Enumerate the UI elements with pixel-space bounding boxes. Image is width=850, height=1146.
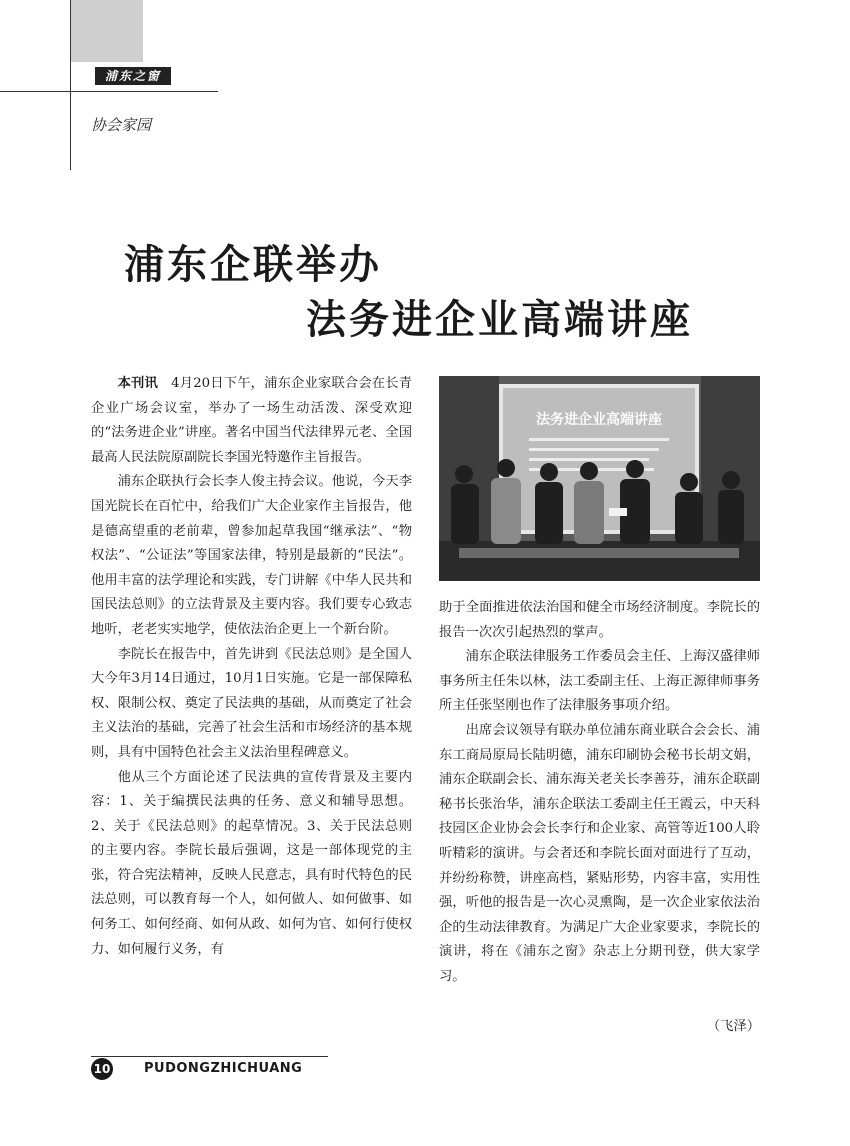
article-paragraph: 浦东企联执行会长李人俊主持会议。他说，今天李国光院长在百忙中，给我们广大企业家作主旨报告，他是德高望重的老前辈，曾参加起草我国“继承法”、“物权法”、“公证法”等国家法律，特别是最新的“民法”。他用丰富的法学理论和实践，专门讲解《中华人民共和国民法总则》的立法背景及主要内容。我们要专心致志地听，老老实实地学，使依法治企更上一个新台阶。 — [91, 474, 412, 637]
header-vertical-rule — [70, 0, 71, 170]
article-column-right — [439, 596, 760, 990]
event-photo — [439, 376, 760, 581]
magazine-logo: 浦东之窗 — [95, 67, 171, 85]
article-paragraph: 李院长在报告中，首先讲到《民法总则》是全国人大今年3月14日通过，10月1日实施。它是一部保障私权、限制公权、奠定了民法典的基础，从而奠定了社会主义法治的基础，完善了社会生活和市场经济的基本规则，具有中国特色社会主义法治里程碑意义。 — [91, 646, 412, 760]
article-paragraph: 助于全面推进依法治国和健全市场经济制度。李院长的报告一次次引起热烈的掌声。 — [439, 600, 760, 640]
photo-banner-text: 法务进企业高端讲座 — [536, 412, 662, 428]
header-horizontal-rule — [0, 91, 218, 92]
section-label: 协会家园 — [91, 116, 152, 134]
footer-rule — [91, 1056, 328, 1057]
article-paragraph: 出席会议领导有联办单位浦东商业联合会会长、浦东工商局原局长陆明德，浦东印刷协会秘书长胡文娟，浦东企联副会长、浦东海关老关长李善芬，浦东企联副秘书长张治华，浦东企联法工委副主任王霞云，中天科技园区企业协会会长李行和企业家、高管等近100人聆听精彩的演讲。与会者还和李院长面对面进行了互动，并纷纷称赞，讲座高档，紧贴形势，内容丰富，实用性强，听他的报告是一次心灵熏陶，是一次企业家依法治企的生动法律教育。为满足广大企业家要求，李院长的演讲，将在《浦东之窗》杂志上分期刊登，供大家学习。 — [439, 722, 760, 984]
footer-magazine-name: PUDONGZHICHUANG — [144, 1061, 303, 1076]
article-paragraph: 他从三个方面论述了民法典的宣传背景及主要内容：1、关于编撰民法典的任务、意义和辅导思想。2、关于《民法总则》的起草情况。3、关于民法总则的主要内容。李院长最后强调，这是一部体现党的主张，符合宪法精神，反映人民意志，具有时代特色的民法总则，可以教育每一个人，如何做人、如何做事、如何务工、如何经商、如何从政、如何为官、如何行使权力、如何履行义务，有 — [91, 769, 412, 957]
event-photo-image — [439, 376, 760, 581]
author-signature: （飞泽） — [706, 1019, 760, 1034]
article-title-line1: 浦东企联举办 — [124, 242, 382, 288]
article-column-left — [91, 372, 412, 962]
article-lead: 本刊讯 — [117, 376, 158, 391]
article-title-line2: 法务进企业高端讲座 — [306, 297, 693, 343]
paragraph-text: 4月20日下午，浦东企业家联合会在长青企业广场会议室，举办了一场生动活泼、深受欢迎的“法务进企业”讲座。著名中国当代法律界元老、全国最高人民法院原副院长李国光特邀作主旨报告。 — [91, 376, 412, 465]
article-paragraph — [91, 372, 412, 470]
header-gray-tab — [71, 0, 143, 62]
article-paragraph: 浦东企联法律服务工作委员会主任、上海汉盛律师事务所主任朱以林，法工委副主任、上海正源律师事务所主任张坚刚也作了法律服务事项介绍。 — [439, 649, 760, 714]
page-number: 10 — [91, 1058, 113, 1080]
